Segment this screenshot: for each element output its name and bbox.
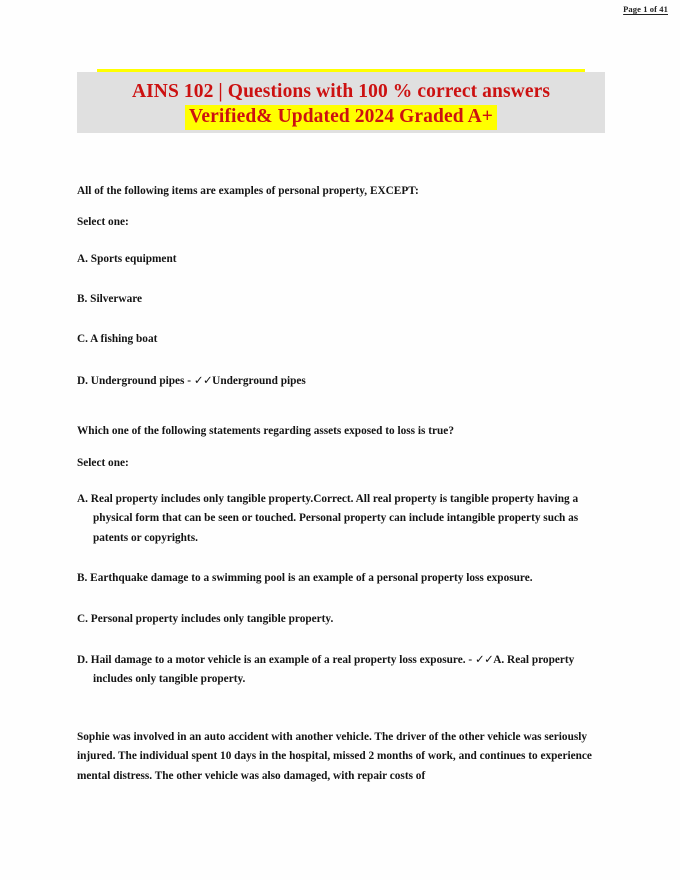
section-spacer xyxy=(77,690,600,728)
question-stem: All of the following items are examples of personal property, EXCEPT: xyxy=(77,185,419,197)
answer-option[interactable]: B. Earthquake damage to a swimming pool is an example of a personal property loss exposure. xyxy=(77,572,533,585)
answer-option[interactable]: B. Silverware xyxy=(77,293,143,306)
answer-option-correct[interactable] xyxy=(77,371,600,391)
question-block-1 xyxy=(77,186,600,391)
title-banner xyxy=(77,72,605,133)
check-mark-icon: ✓✓ xyxy=(474,651,494,666)
page-indicator: Page 1 of 41 xyxy=(623,4,668,14)
title-line-2-wrapper xyxy=(77,105,605,130)
answer-option[interactable]: C. A fishing boat xyxy=(77,333,158,346)
question-stem: Which one of the following statements regarding assets exposed to loss is true? xyxy=(77,425,454,438)
answer-option[interactable]: A. Real property includes only tangible property.Correct. All real property is tangible property having a physical form that can be seen or touched. Personal property can include intangible property such as patents or copyrights. xyxy=(77,492,579,544)
answer-option-suffix: A. Real property includes only tangible property. xyxy=(93,653,575,686)
document-body xyxy=(77,186,600,786)
answer-option-suffix: Underground pipes xyxy=(212,374,306,387)
closing-paragraph: Sophie was involved in an auto accident with another vehicle. The driver of the other vehicle was seriously injured. The individual spent 10 days in the hospital, missed 2 months of work, and continues to experience mental distress. The other vehicle was also damaged, with repair costs of xyxy=(77,730,592,782)
select-one-label: Select one: xyxy=(77,216,129,229)
answer-option[interactable]: C. Personal property includes only tangible property. xyxy=(77,612,334,625)
title-line-2: Verified& Updated 2024 Graded A+ xyxy=(185,105,497,130)
answer-option-correct[interactable] xyxy=(77,650,600,690)
select-one-label: Select one: xyxy=(77,456,129,469)
question-block-2 xyxy=(77,426,600,690)
title-line-1: AINS 102 | Questions with 100 % correct answers xyxy=(131,81,551,102)
check-mark-icon: ✓✓ xyxy=(193,372,213,387)
section-spacer xyxy=(77,391,600,426)
answer-option-text: D. Underground pipes - xyxy=(77,374,194,387)
answer-option[interactable]: A. Sports equipment xyxy=(77,252,177,265)
answer-option-text: D. Hail damage to a motor vehicle is an example of a real property loss exposure. - xyxy=(77,653,475,666)
